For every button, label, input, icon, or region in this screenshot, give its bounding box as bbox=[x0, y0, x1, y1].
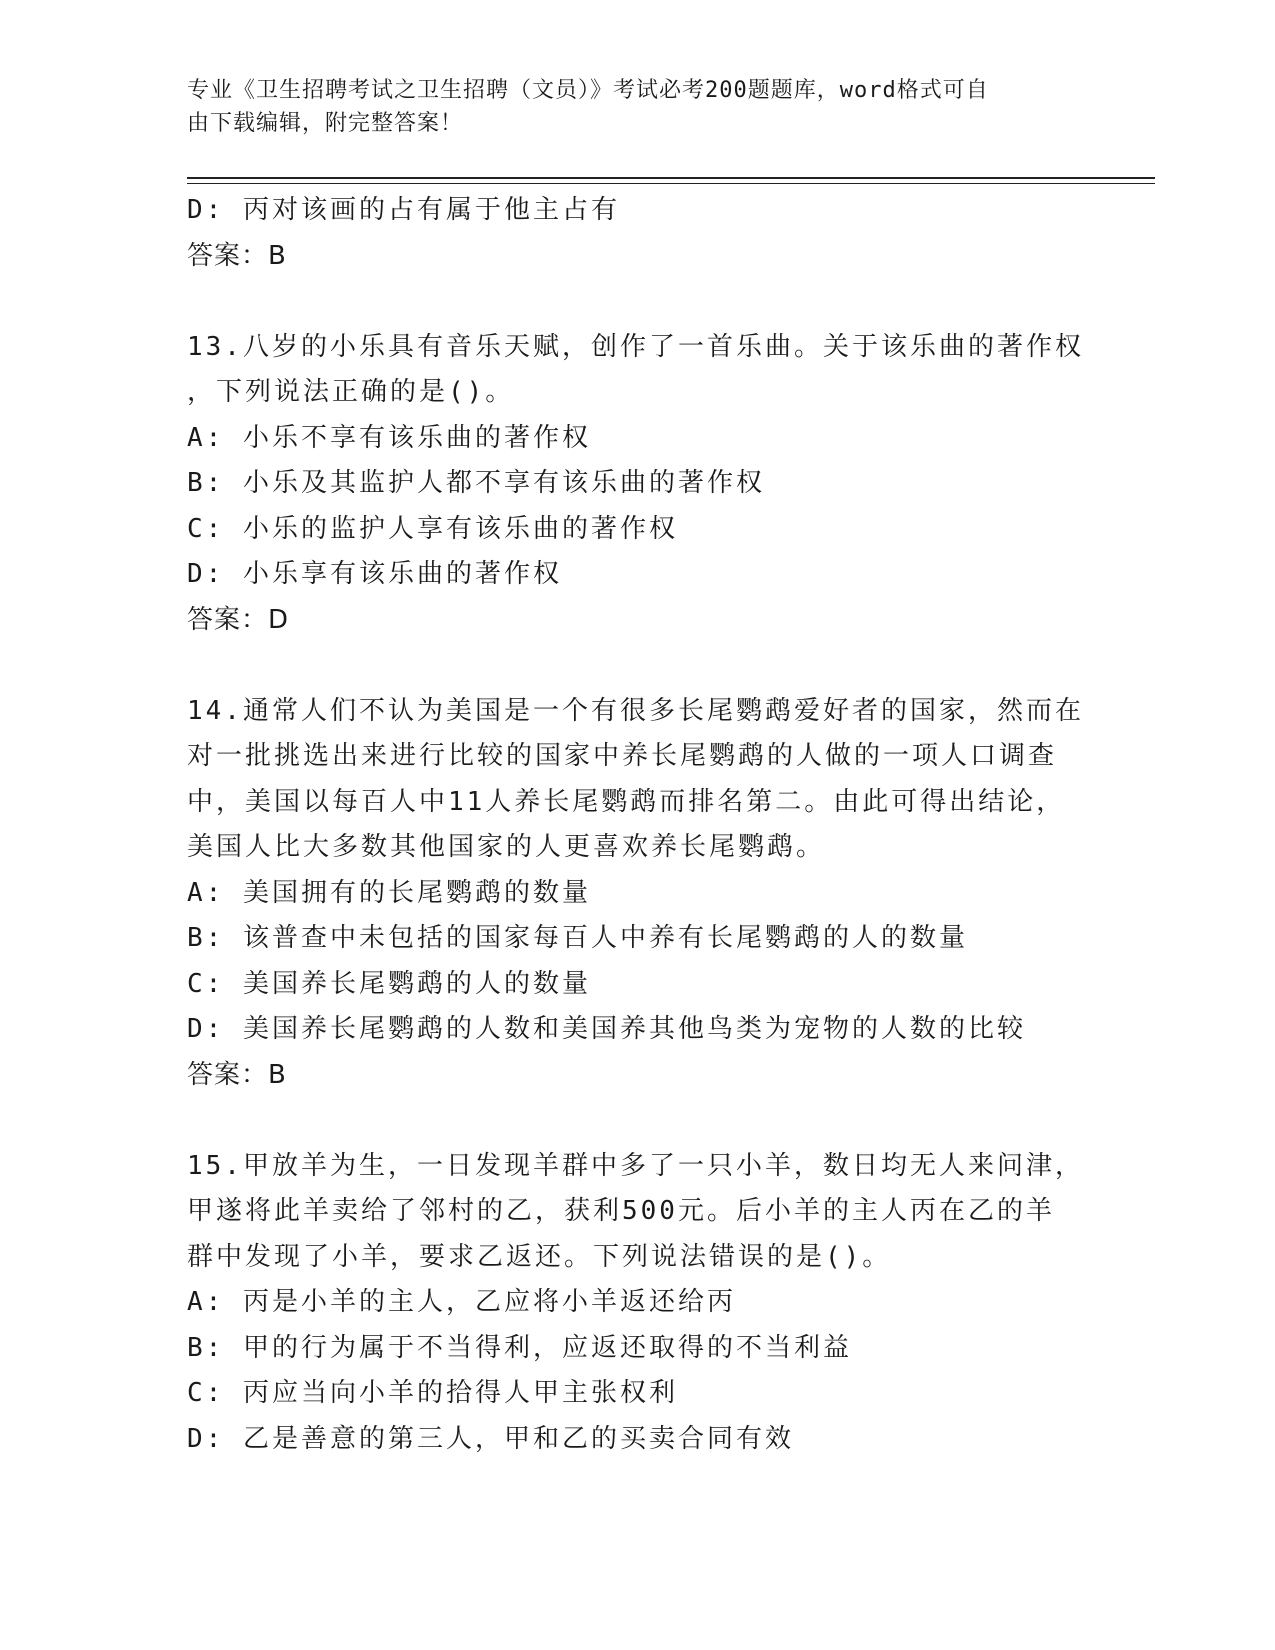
q14-option-c: C: 美国养长尾鹦鹉的人的数量 bbox=[187, 968, 591, 999]
q14-option-d: D: 美国养长尾鹦鹉的人数和美国养其他鸟类为宠物的人数的比较 bbox=[187, 1014, 1026, 1044]
q15-option-c: C: 丙应当向小羊的拾得人甲主张权利 bbox=[187, 1378, 678, 1408]
spacer bbox=[187, 1098, 1087, 1144]
q13-answer: 答案：D bbox=[187, 604, 290, 635]
q13-stem-line-1: 13.八岁的小乐具有音乐天赋，创作了一首乐曲。关于该乐曲的著作权 bbox=[187, 331, 1084, 362]
header-line-1: 专业《卫生招聘考试之卫生招聘（文员）》考试必考200题题库，word格式可自 bbox=[187, 78, 989, 103]
q13-option-a: A: 小乐不享有该乐曲的著作权 bbox=[187, 422, 591, 453]
q14-stem-line-4: 美国人比大多数其他国家的人更喜欢养长尾鹦鹉。 bbox=[187, 832, 826, 862]
question-content bbox=[187, 188, 1087, 1462]
q14-stem-line-3: 中，美国以每百人中11人养长尾鹦鹉而排名第二。由此可得出结论， bbox=[187, 786, 1066, 817]
q15-stem-line-2: 甲遂将此羊卖给了邻村的乙，获利500元。后小羊的主人丙在乙的羊 bbox=[187, 1196, 1055, 1226]
q13-option-c: C: 小乐的监护人享有该乐曲的著作权 bbox=[187, 513, 678, 544]
question-14 bbox=[187, 689, 1087, 1099]
q13-option-d: D: 小乐享有该乐曲的著作权 bbox=[187, 559, 562, 589]
header-divider-thick bbox=[187, 177, 1155, 179]
q12-option-d: D: 丙对该画的占有属于他主占有 bbox=[187, 195, 620, 225]
q14-stem-line-1: 14.通常人们不认为美国是一个有很多长尾鹦鹉爱好者的国家，然而在 bbox=[187, 695, 1084, 726]
q15-option-d: D: 乙是善意的第三人，甲和乙的买卖合同有效 bbox=[187, 1423, 794, 1454]
q15-stem-line-1: 15.甲放羊为生，一日发现羊群中多了一只小羊，数日均无人来问津， bbox=[187, 1150, 1084, 1181]
q12-answer: 答案：B bbox=[187, 240, 287, 271]
q14-answer: 答案：B bbox=[187, 1059, 287, 1090]
spacer bbox=[187, 279, 1087, 325]
q14-option-a: A: 美国拥有的长尾鹦鹉的数量 bbox=[187, 877, 591, 908]
q13-option-b: B: 小乐及其监护人都不享有该乐曲的著作权 bbox=[187, 468, 765, 498]
q15-stem-line-3: 群中发现了小羊，要求乙返还。下列说法错误的是()。 bbox=[187, 1241, 892, 1272]
header-divider-thin bbox=[187, 183, 1155, 184]
header-line-2: 由下载编辑，附完整答案！ bbox=[187, 111, 464, 136]
question-12-tail bbox=[187, 188, 1087, 279]
q14-option-b: B: 该普查中未包括的国家每百人中养有长尾鹦鹉的人的数量 bbox=[187, 923, 968, 953]
spacer bbox=[187, 643, 1087, 689]
q15-option-a: A: 丙是小羊的主人，乙应将小羊返还给丙 bbox=[187, 1287, 736, 1317]
question-13 bbox=[187, 325, 1087, 644]
q13-stem-line-2: ，下列说法正确的是()。 bbox=[187, 377, 515, 407]
question-15 bbox=[187, 1144, 1087, 1463]
q15-option-b: B: 甲的行为属于不当得利，应返还取得的不当利益 bbox=[187, 1332, 852, 1363]
q14-stem-line-2: 对一批挑选出来进行比较的国家中养长尾鹦鹉的人做的一项人口调查 bbox=[187, 741, 1058, 771]
document-header bbox=[187, 74, 1067, 140]
